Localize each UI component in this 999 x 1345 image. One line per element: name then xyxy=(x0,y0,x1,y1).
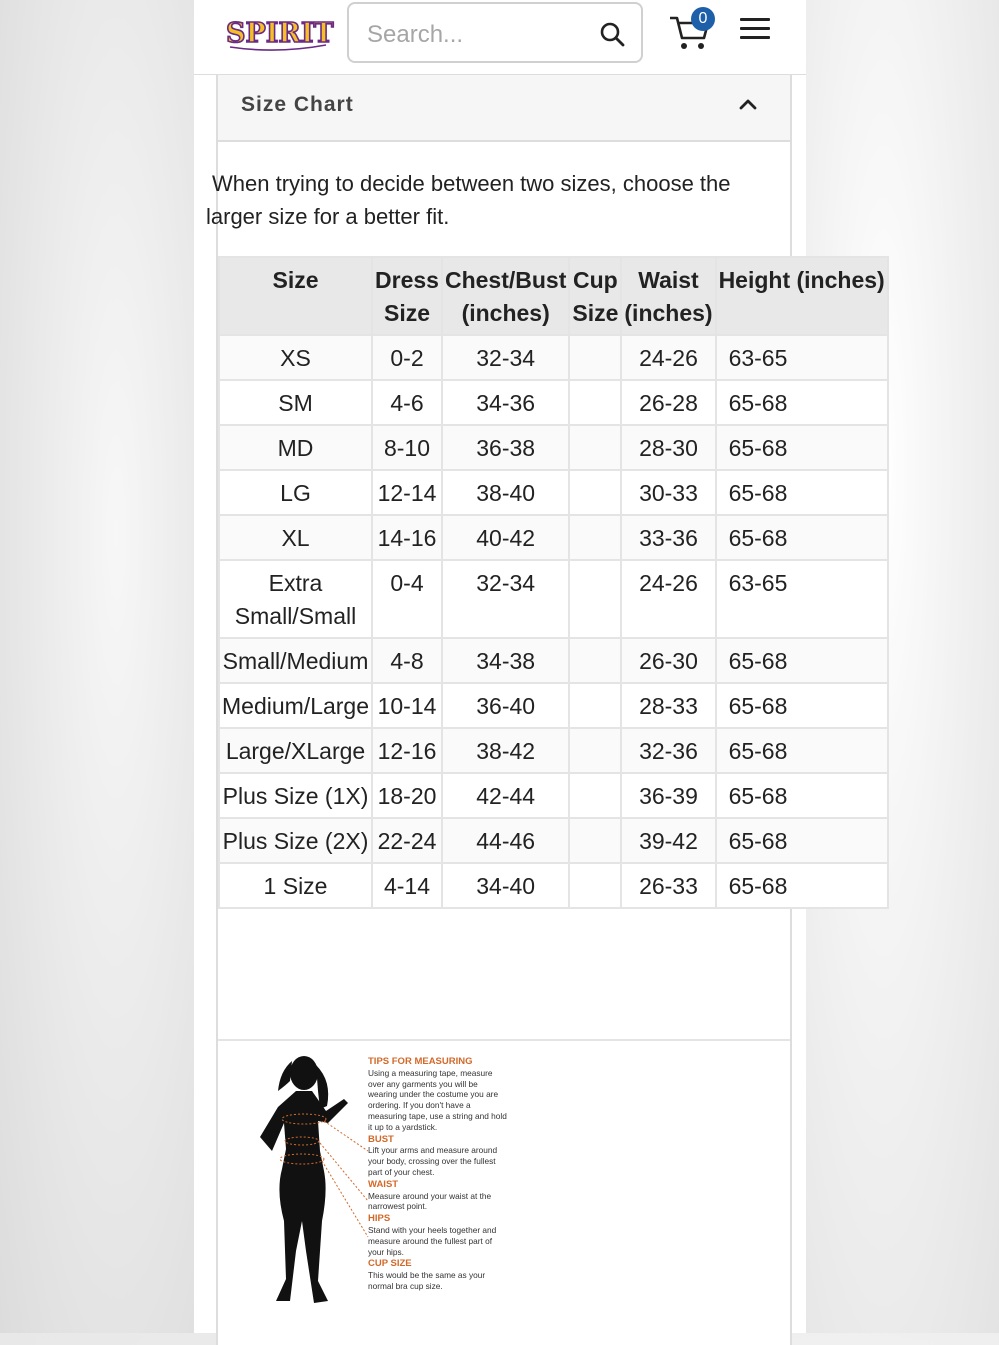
table-cell-dress: 18-20 xyxy=(372,773,442,818)
table-cell-size: 1 Size xyxy=(219,863,372,908)
table-cell-dress: 4-14 xyxy=(372,863,442,908)
waist-heading: WAIST xyxy=(368,1178,399,1190)
table-cell-height: 65-68 xyxy=(716,638,888,683)
table-cell-dress: 14-16 xyxy=(372,515,442,560)
mobile-page xyxy=(194,0,885,1333)
table-cell-chest: 36-40 xyxy=(442,683,569,728)
measuring-tips xyxy=(368,1055,508,1292)
chevron-up-icon[interactable] xyxy=(738,97,758,111)
table-cell-cup xyxy=(569,638,621,683)
cup-size-heading: CUP SIZE xyxy=(368,1258,412,1270)
table-cell-chest: 34-36 xyxy=(442,380,569,425)
cup-size-text: This would be the same as your normal bra cup size. xyxy=(368,1270,486,1291)
table-cell-size: XL xyxy=(219,515,372,560)
column-header: Cup Size xyxy=(569,257,621,335)
table-cell-waist: 32-36 xyxy=(621,728,715,773)
bust-text: Lift your arms and measure around your body, crossing over the fullest part of your chest. xyxy=(368,1145,498,1177)
waist-text: Measure around your waist at the narrowest point. xyxy=(368,1190,492,1212)
table-cell-waist: 26-30 xyxy=(621,638,715,683)
size-chart-accordion-header[interactable] xyxy=(218,75,790,142)
table-cell-cup xyxy=(569,560,621,638)
table-cell-cup xyxy=(569,728,621,773)
table-cell-height: 65-68 xyxy=(716,683,888,728)
table-cell-chest: 42-44 xyxy=(442,773,569,818)
table-cell-cup xyxy=(569,683,621,728)
table-row xyxy=(219,515,888,560)
table-row xyxy=(219,728,888,773)
table-cell-cup xyxy=(569,380,621,425)
table-row xyxy=(219,560,888,638)
table-cell-cup xyxy=(569,335,621,380)
table-cell-dress: 0-2 xyxy=(372,335,442,380)
logo-text: SPIRIT xyxy=(226,18,334,49)
search-input[interactable] xyxy=(367,20,587,50)
cart-count-badge: 0 xyxy=(691,7,715,31)
column-header: Size xyxy=(219,257,372,335)
table-row xyxy=(219,863,888,908)
table-cell-size: Small/Medium xyxy=(219,638,372,683)
table-cell-height: 65-68 xyxy=(716,863,888,908)
table-cell-dress: 8-10 xyxy=(372,425,442,470)
table-cell-chest: 38-40 xyxy=(442,470,569,515)
size-advice-note xyxy=(206,167,792,233)
table-cell-dress: 12-14 xyxy=(372,470,442,515)
table-cell-cup xyxy=(569,773,621,818)
table-cell-waist: 28-33 xyxy=(621,683,715,728)
table-cell-chest: 44-46 xyxy=(442,818,569,863)
table-cell-waist: 36-39 xyxy=(621,773,715,818)
table-cell-waist: 30-33 xyxy=(621,470,715,515)
column-header: Height (inches) xyxy=(716,257,888,335)
table-cell-waist: 26-33 xyxy=(621,863,715,908)
measuring-guide xyxy=(218,1039,790,1345)
table-cell-height: 65-68 xyxy=(716,728,888,773)
bust-heading: BUST xyxy=(368,1133,394,1145)
table-cell-height: 65-68 xyxy=(716,380,888,425)
table-cell-height: 65-68 xyxy=(716,773,888,818)
size-chart-panel xyxy=(206,75,885,1345)
table-cell-chest: 32-34 xyxy=(442,560,569,638)
table-cell-size: SM xyxy=(219,380,372,425)
table-cell-dress: 4-8 xyxy=(372,638,442,683)
table-cell-size: Plus Size (2X) xyxy=(219,818,372,863)
hamburger-menu-icon[interactable] xyxy=(740,18,770,44)
size-table-container[interactable] xyxy=(218,256,885,1039)
table-cell-chest: 34-38 xyxy=(442,638,569,683)
table-cell-height: 65-68 xyxy=(716,470,888,515)
table-cell-size: Large/XLarge xyxy=(219,728,372,773)
table-cell-chest: 40-42 xyxy=(442,515,569,560)
table-cell-chest: 38-42 xyxy=(442,728,569,773)
table-row xyxy=(219,773,888,818)
table-cell-dress: 12-16 xyxy=(372,728,442,773)
table-cell-waist: 28-30 xyxy=(621,425,715,470)
table-row xyxy=(219,818,888,863)
table-cell-cup xyxy=(569,515,621,560)
table-cell-waist: 24-26 xyxy=(621,335,715,380)
table-cell-waist: 24-26 xyxy=(621,560,715,638)
table-row xyxy=(219,638,888,683)
table-cell-height: 63-65 xyxy=(716,335,888,380)
table-row xyxy=(219,380,888,425)
table-cell-height: 65-68 xyxy=(716,425,888,470)
spirit-logo[interactable] xyxy=(222,10,332,56)
table-cell-dress: 4-6 xyxy=(372,380,442,425)
site-header xyxy=(194,0,806,75)
table-cell-size: MD xyxy=(219,425,372,470)
table-row xyxy=(219,683,888,728)
hips-text: Stand with your heels together and measure around the fullest part of your hips. xyxy=(368,1224,497,1257)
table-cell-height: 63-65 xyxy=(716,560,888,638)
table-cell-dress: 10-14 xyxy=(372,683,442,728)
column-header: Dress Size xyxy=(372,257,442,335)
table-cell-waist: 39-42 xyxy=(621,818,715,863)
table-cell-dress: 22-24 xyxy=(372,818,442,863)
search-box xyxy=(347,2,643,63)
table-cell-size: Plus Size (1X) xyxy=(219,773,372,818)
size-table xyxy=(218,256,889,909)
size-advice-line-2: larger size for a better fit. xyxy=(206,204,450,229)
table-cell-chest: 34-40 xyxy=(442,863,569,908)
table-cell-size: Medium/Large xyxy=(219,683,372,728)
table-row xyxy=(219,470,888,515)
table-cell-chest: 36-38 xyxy=(442,425,569,470)
table-cell-chest: 32-34 xyxy=(442,335,569,380)
table-cell-height: 65-68 xyxy=(716,515,888,560)
size-advice-line-1: When trying to decide between two sizes, choose the xyxy=(212,171,731,196)
table-cell-size: LG xyxy=(219,470,372,515)
column-header: Waist (inches) xyxy=(621,257,715,335)
column-header: Chest/Bust (inches) xyxy=(442,257,569,335)
table-cell-size: Extra Small/Small xyxy=(219,560,372,638)
table-header-row xyxy=(219,257,888,335)
size-chart-title: Size Chart xyxy=(241,93,354,116)
table-row xyxy=(219,425,888,470)
search-icon[interactable] xyxy=(599,21,625,47)
woman-silhouette-image xyxy=(232,1051,372,1311)
table-cell-cup xyxy=(569,425,621,470)
background-left xyxy=(0,0,194,1333)
table-row xyxy=(219,335,888,380)
table-cell-cup xyxy=(569,863,621,908)
table-cell-waist: 26-28 xyxy=(621,380,715,425)
table-cell-cup xyxy=(569,470,621,515)
table-cell-dress: 0-4 xyxy=(372,560,442,638)
tips-text: Using a measuring tape, measure over any garments you will be wearing under the costume you are ordering. If you don't have a measuring tape, use a string and hold it up to a yardstick. xyxy=(368,1067,507,1132)
table-cell-size: XS xyxy=(219,335,372,380)
table-cell-waist: 33-36 xyxy=(621,515,715,560)
table-cell-height: 65-68 xyxy=(716,818,888,863)
hips-heading: HIPS xyxy=(368,1213,391,1225)
tips-heading: TIPS FOR MEASURING xyxy=(368,1056,473,1067)
table-cell-cup xyxy=(569,818,621,863)
